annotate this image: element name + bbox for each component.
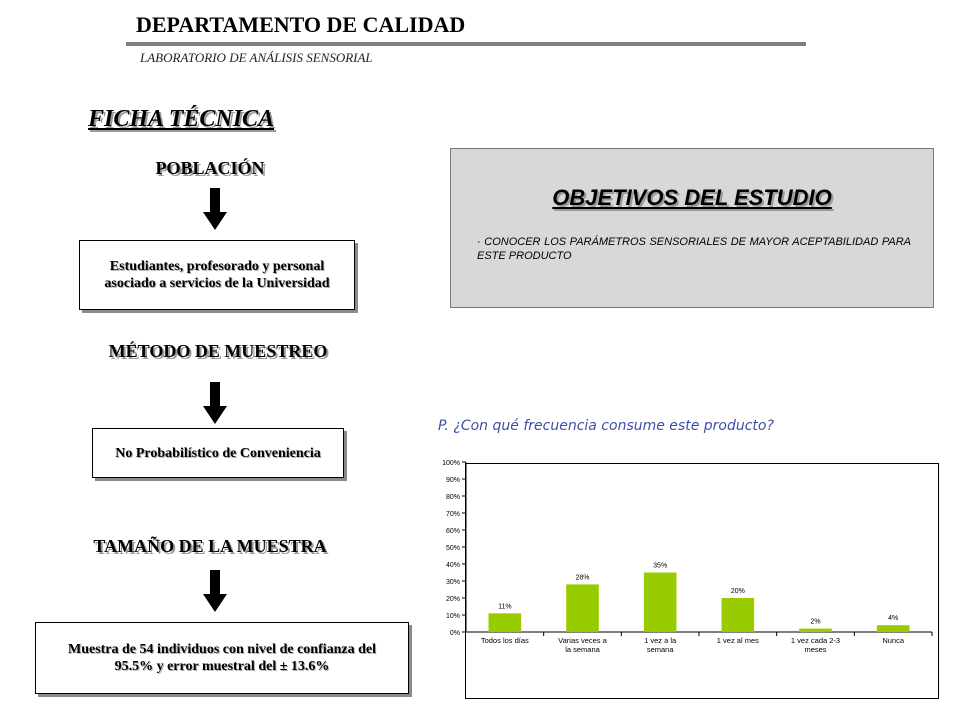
- sampling-heading: MÉTODO DE MUESTREO: [108, 341, 328, 361]
- bar-value-label: 20%: [730, 588, 745, 595]
- survey-question: P. ¿Con qué frecuencia consume este producto?: [438, 418, 774, 434]
- x-category-label: meses: [804, 645, 827, 654]
- population-heading: POBLACIÓN: [155, 158, 265, 178]
- y-tick-label: 60%: [445, 528, 460, 535]
- x-category-label: 1 vez a la: [644, 636, 677, 645]
- bar: [566, 584, 599, 632]
- population-box: Estudiantes, profesorado y personal asociado a servicios de la Universidad: [79, 240, 355, 310]
- sampling-box: No Probabilístico de Conveniencia: [92, 428, 344, 478]
- y-tick-label: 90%: [445, 477, 460, 484]
- bar-value-label: 4%: [888, 615, 899, 623]
- x-category-label: Todos los días: [480, 636, 529, 645]
- y-tick-label: 40%: [445, 562, 460, 569]
- x-category-label: Nunca: [882, 636, 905, 645]
- frequency-bar-chart: [428, 452, 940, 664]
- bar: [644, 573, 677, 633]
- down-arrow-icon: [203, 382, 227, 424]
- bar: [877, 625, 910, 632]
- bar: [722, 598, 755, 632]
- y-tick-label: 70%: [445, 511, 460, 518]
- y-tick-label: 100%: [442, 460, 460, 467]
- y-tick-label: 80%: [445, 494, 460, 501]
- y-tick-label: 10%: [445, 613, 460, 620]
- header-divider: [126, 42, 806, 46]
- bar-value-label: 28%: [575, 574, 590, 582]
- y-tick-label: 0%: [449, 630, 460, 637]
- down-arrow-icon: [203, 188, 227, 230]
- department-title: DEPARTAMENTO DE CALIDAD: [136, 12, 466, 37]
- x-category-label: Varias veces a: [558, 636, 607, 645]
- x-category-label: la semana: [565, 645, 600, 654]
- objectives-title: OBJETIVOS DEL ESTUDIO: [552, 185, 832, 210]
- y-tick-label: 50%: [445, 545, 460, 552]
- size-box: Muestra de 54 individuos con nivel de confianza del 95.5% y error muestral del ± 13.6%: [35, 622, 409, 694]
- y-tick-label: 20%: [445, 596, 460, 603]
- x-category-label: 1 vez al mes: [716, 636, 759, 645]
- down-arrow-icon: [203, 570, 227, 612]
- bar-value-label: 35%: [653, 562, 668, 570]
- objectives-text: · CONOCER LOS PARÁMETROS SENSORIALES DE MAYOR ACEPTABILIDAD PARA ESTE PRODUCTO: [477, 236, 911, 262]
- bar-value-label: 2%: [810, 618, 821, 626]
- bar: [489, 613, 522, 632]
- laboratory-subtitle: LABORATORIO DE ANÁLISIS SENSORIAL: [140, 50, 373, 65]
- size-heading: TAMAÑO DE LA MUESTRA: [93, 536, 327, 556]
- objectives-panel: [450, 148, 934, 308]
- sheet-title: FICHA TÉCNICA: [88, 106, 275, 132]
- x-category-label: 1 vez cada 2-3: [790, 636, 841, 645]
- y-tick-label: 30%: [445, 579, 460, 586]
- bar: [799, 629, 832, 632]
- x-category-label: semana: [646, 645, 674, 654]
- bar-value-label: 11%: [498, 603, 512, 611]
